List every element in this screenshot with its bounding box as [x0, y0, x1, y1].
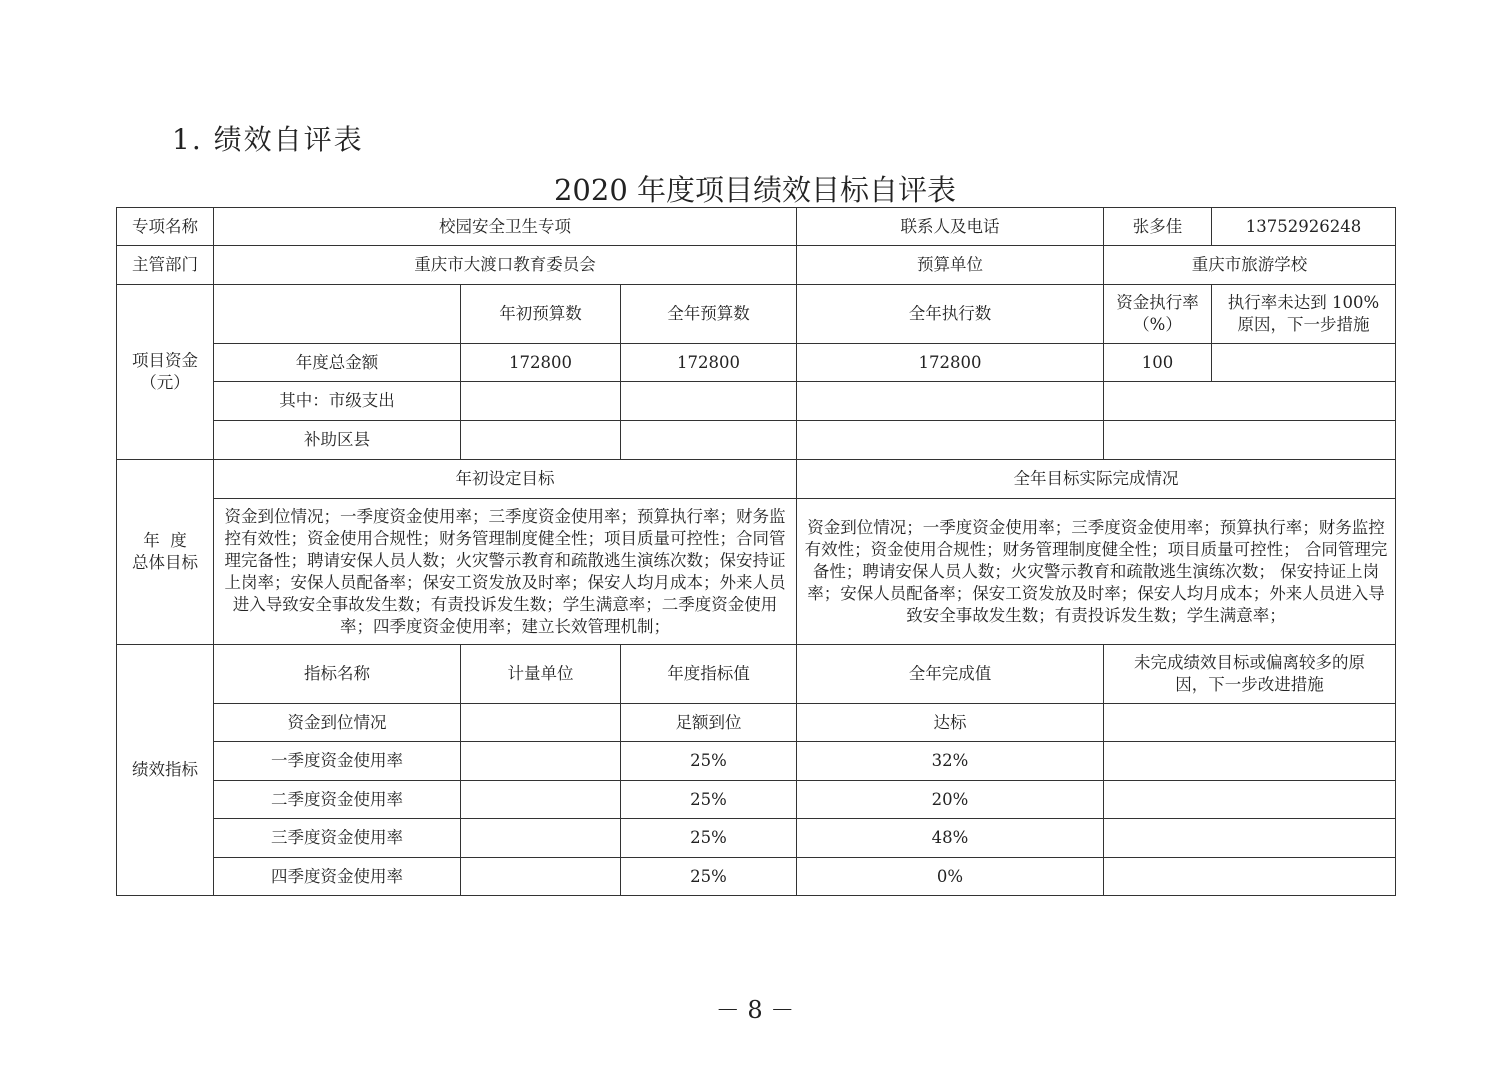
overall-goal-label	[117, 460, 214, 645]
indicator-reason	[1104, 858, 1396, 896]
indicator-target: 25%	[621, 819, 797, 858]
funds-label: 项目资金（元）	[117, 285, 214, 460]
indicator-target: 25%	[621, 781, 797, 819]
execution-rate-header: 资金执行率（%）	[1104, 285, 1212, 344]
overall-goal-header-row	[117, 460, 1396, 499]
indicator-actual: 48%	[797, 819, 1104, 858]
contact-phone: 13752926248	[1212, 208, 1396, 246]
page-number: － 8 －	[715, 996, 795, 1024]
table-row	[117, 742, 1396, 781]
indicator-reason	[1104, 819, 1396, 858]
table-row	[117, 704, 1396, 742]
indicator-actual-header: 全年完成值	[797, 645, 1104, 704]
funds-initial-budget	[461, 421, 621, 460]
indicator-actual: 0%	[797, 858, 1104, 896]
funds-execution-rate: 100	[1104, 344, 1212, 382]
indicator-name: 资金到位情况	[214, 704, 461, 742]
indicator-actual: 达标	[797, 704, 1104, 742]
indicator-name: 一季度资金使用率	[214, 742, 461, 781]
funds-execution-rate	[1104, 421, 1396, 460]
indicator-target: 25%	[621, 858, 797, 896]
performance-label: 绩效指标	[117, 645, 214, 896]
annual-budget-header: 全年预算数	[621, 285, 797, 344]
indicator-unit	[461, 858, 621, 896]
annual-execution-header: 全年执行数	[797, 285, 1104, 344]
funds-row-label: 年度总金额	[214, 344, 461, 382]
indicator-unit	[461, 781, 621, 819]
funds-row	[117, 344, 1396, 382]
table-row	[117, 819, 1396, 858]
project-name-value: 校园安全卫生专项	[214, 208, 797, 246]
project-name-row	[117, 208, 1396, 246]
funds-annual-execution	[797, 421, 1104, 460]
indicator-name: 三季度资金使用率	[214, 819, 461, 858]
indicator-actual: 32%	[797, 742, 1104, 781]
table-row	[117, 858, 1396, 896]
indicator-reason	[1104, 781, 1396, 819]
contact-label: 联系人及电话	[797, 208, 1104, 246]
funds-row	[117, 382, 1396, 421]
initial-goal-header: 年初设定目标	[214, 460, 797, 499]
actual-goal-text: 资金到位情况；一季度资金使用率；三季度资金使用率；预算执行率；财务监控有效性；资金使用合规性；财务管理制度健全性；项目质量可控性； 合同管理完备性；聘请安保人员人数；火灾警示教育和疏散逃生演练次数； 保安持证上岗率；安保人员配备率；保安工资发放及时率；保安人均月成本；外来人员进入导致安全事故发生数；有责投诉发生数；学生满意率；	[797, 499, 1396, 645]
overall-goal-label-line1: 年 度	[143, 531, 187, 550]
funds-annual-budget: 172800	[621, 344, 797, 382]
funds-reason	[1212, 344, 1396, 382]
actual-goal-header: 全年目标实际完成情况	[797, 460, 1396, 499]
funds-row-label: 其中：市级支出	[214, 382, 461, 421]
funds-initial-budget: 172800	[461, 344, 621, 382]
overall-goal-text-row	[117, 499, 1396, 645]
indicator-target: 25%	[621, 742, 797, 781]
project-name-label: 专项名称	[117, 208, 214, 246]
execution-reason-header: 执行率未达到 100% 原因，下一步措施	[1212, 285, 1396, 344]
initial-budget-header: 年初预算数	[461, 285, 621, 344]
indicator-actual: 20%	[797, 781, 1104, 819]
funds-initial-budget	[461, 382, 621, 421]
indicator-unit	[461, 742, 621, 781]
department-label: 主管部门	[117, 246, 214, 285]
indicator-name: 二季度资金使用率	[214, 781, 461, 819]
section-heading: 1. 绩效自评表	[172, 123, 364, 156]
funds-row	[117, 421, 1396, 460]
initial-goal-text: 资金到位情况；一季度资金使用率；三季度资金使用率；预算执行率；财务监控有效性；资金使用合规性；财务管理制度健全性；项目质量可控性；合同管理完备性；聘请安保人员人数；火灾警示教育和疏散逃生演练次数；保安持证上岗率；安保人员配备率；保安工资发放及时率；保安人均月成本；外来人员进入导致安全事故发生数；有责投诉发生数；学生满意率；二季度资金使用率；四季度资金使用率；建立长效管理机制；	[214, 499, 797, 645]
indicator-unit	[461, 704, 621, 742]
overall-goal-label-line2: 总体目标	[132, 553, 198, 572]
funds-row-label: 补助区县	[214, 421, 461, 460]
funds-annual-budget	[621, 421, 797, 460]
indicator-target-header: 年度指标值	[621, 645, 797, 704]
department-value: 重庆市大渡口教育委员会	[214, 246, 797, 285]
funds-header-row	[117, 285, 1396, 344]
document-title: 2020 年度项目绩效目标自评表	[553, 173, 957, 207]
budget-unit-value: 重庆市旅游学校	[1104, 246, 1396, 285]
funds-annual-execution: 172800	[797, 344, 1104, 382]
indicator-reason	[1104, 704, 1396, 742]
department-row	[117, 246, 1396, 285]
indicator-reason	[1104, 742, 1396, 781]
indicator-name-header: 指标名称	[214, 645, 461, 704]
funds-annual-budget	[621, 382, 797, 421]
indicator-unit-header: 计量单位	[461, 645, 621, 704]
indicator-header-row	[117, 645, 1396, 704]
funds-execution-rate	[1104, 382, 1396, 421]
performance-evaluation-table	[116, 207, 1396, 896]
indicator-target: 足额到位	[621, 704, 797, 742]
indicator-reason-header: 未完成绩效目标或偏离较多的原因，下一步改进措施	[1104, 645, 1396, 704]
funds-header-blank	[214, 285, 461, 344]
contact-name: 张多佳	[1104, 208, 1212, 246]
funds-annual-execution	[797, 382, 1104, 421]
indicator-name: 四季度资金使用率	[214, 858, 461, 896]
budget-unit-label: 预算单位	[797, 246, 1104, 285]
indicator-unit	[461, 819, 621, 858]
table-row	[117, 781, 1396, 819]
